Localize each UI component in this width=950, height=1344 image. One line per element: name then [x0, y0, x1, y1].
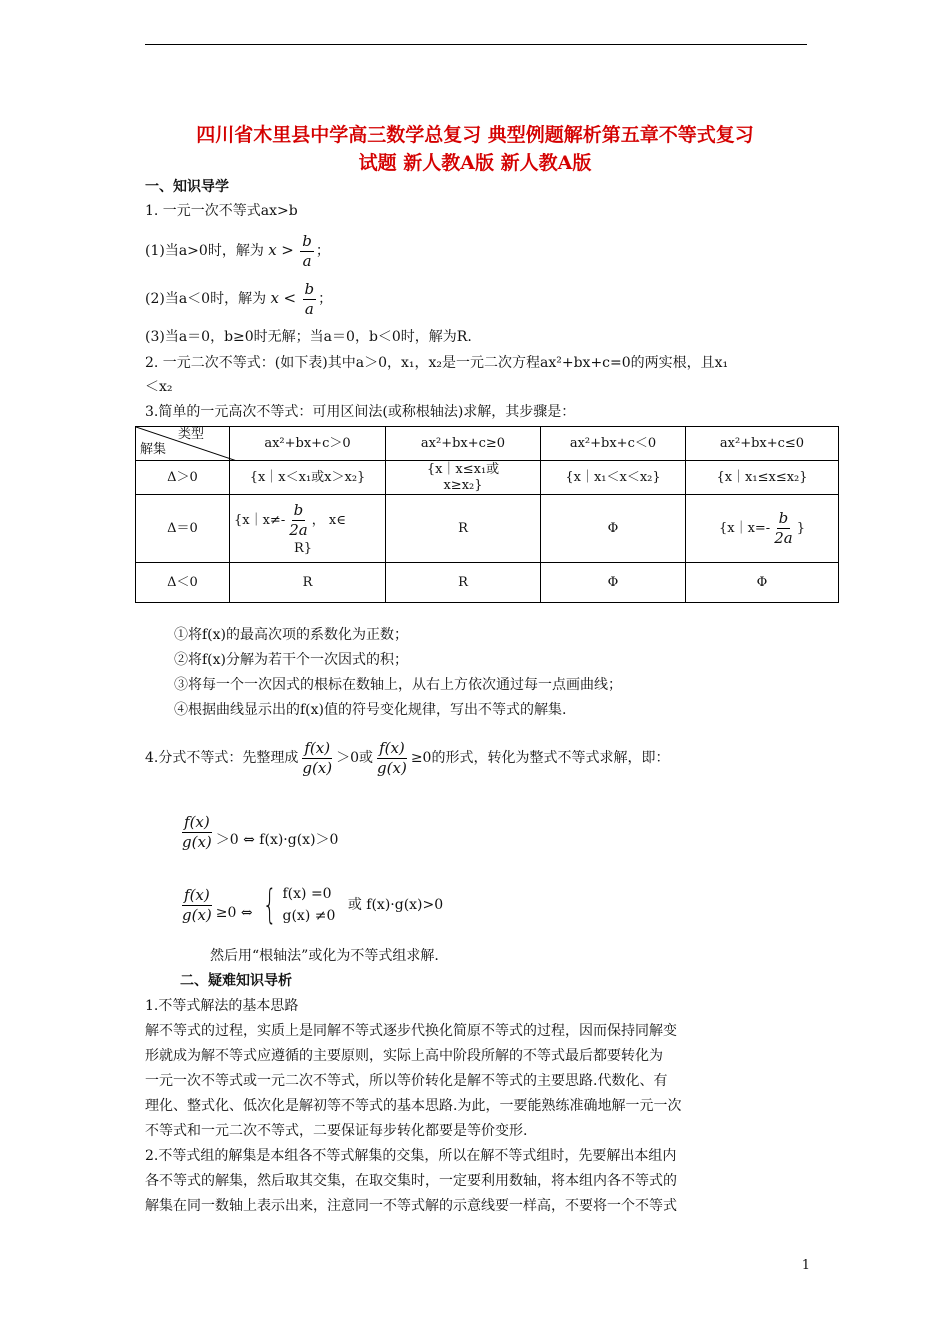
fraction-f-over-g: $\frac{f(x)}{g(x)}$ [182, 885, 212, 924]
fraction-b-over-a: $\frac{b}{a}$ [302, 231, 312, 270]
table-cell: Φ [541, 495, 686, 563]
sec2-p1-line: 一元一次不等式或一元二次不等式，所以等价转化是解不等式的主要思路.代数化、有 [145, 1073, 668, 1089]
sec2-p1-line: 不等式和一元二次不等式，二要保证每步转化都要是等价变形. [145, 1123, 528, 1139]
case1: (1)当a>0时，解为 x > $\frac{b}{a}$ ； [145, 231, 330, 270]
row-label: Δ＝0 [136, 495, 230, 563]
table-cell: R [386, 563, 541, 603]
table-header: ax²+bx+c＜0 [541, 427, 686, 461]
corner-type-label: 类型 [178, 427, 205, 442]
table-cell: {x｜x≠- $\frac{b}{2a}$ ， x∈ R} [230, 495, 386, 563]
sec2-p1-line: 理化、整式化、低次化是解初等不等式的基本思路.为此，一要能熟练准确地解一元一次 [145, 1098, 682, 1114]
table-row [136, 495, 839, 563]
table-cell: {x｜x＜x₁或x＞x₂} [230, 461, 386, 495]
table-cell: Φ [541, 563, 686, 603]
sec2-p2-line: 解集在同一数轴上表示出来，注意同一不等式解的示意线要一样高，不要将一个不等式 [145, 1198, 677, 1214]
table-header: ax²+bx+c≥0 [386, 427, 541, 461]
quadratic-inequality-table [135, 426, 839, 603]
fraction-b-over-2a: $\frac{b}{2a}$ [289, 500, 308, 539]
item4-after: 然后用“根轴法”或化为不等式组求解. [210, 948, 439, 964]
table-cell: {x｜x=- $\frac{b}{2a}$ } [686, 495, 839, 563]
table-corner-cell [136, 427, 230, 461]
case2: (2)当a＜0时，解为 x < $\frac{b}{a}$ ； [145, 279, 333, 318]
table-cell: {x｜x≤x₁或 x≥x₂} [386, 461, 541, 495]
sec2-p1-line: 解不等式的过程，实质上是同解不等式逐步代换化简原不等式的过程，因而保持同解变 [145, 1023, 677, 1039]
item4: 4.分式不等式：先整理成 $\frac{f(x)}{g(x)}$ ＞0或 $\frac{f(x)}{g(x)}$ ≥0的形式，转化为整式不等式求解，即： [145, 738, 670, 777]
fraction-f-over-g: $\frac{f(x)}{g(x)}$ [302, 738, 333, 777]
table-cell: R [386, 495, 541, 563]
left-brace: { [262, 882, 277, 928]
item3: 3.简单的一元高次不等式：可用区间法(或称根轴法)求解，其步骤是： [145, 404, 576, 420]
fraction-f-over-g: $\frac{f(x)}{g(x)}$ [377, 738, 407, 777]
header-rule [145, 44, 807, 45]
equivalence-1: $\frac{f(x)}{g(x)}$ ＞0 ⇔ f(x)·g(x)＞0 [182, 812, 339, 851]
step-1: ①将f(x)的最高次项的系数化为正数； [174, 627, 409, 643]
table-cell: Φ [686, 563, 839, 603]
section1-heading: 一、知识导学 [145, 179, 229, 195]
doc-title-line2: 试题 新人教A版 新人教A版 [358, 152, 592, 174]
page-number: 1 [801, 1258, 810, 1273]
row-label: Δ＞0 [136, 461, 230, 495]
item1: 1. 一元一次不等式ax>b [145, 203, 298, 219]
row-label: Δ＜0 [136, 563, 230, 603]
sec2-p2-line: 2.不等式组的解集是本组各不等式解集的交集，所以在解不等式组时，先要解出本组内 [145, 1148, 677, 1164]
step-3: ③将每一个一次因式的根标在数轴上，从右上方依次通过每一点画曲线； [174, 677, 622, 693]
equivalence-2: $\frac{f(x)}{g(x)}$ ≥0 ⇔ { f(x) =0 g(x) ≠0 或 f(x)·g(x)>0 [182, 882, 444, 928]
table-header: ax²+bx+c＞0 [230, 427, 386, 461]
table-cell: {x｜x₁＜x＜x₂} [541, 461, 686, 495]
section2-heading: 二、疑难知识导析 [180, 973, 292, 989]
table-row [136, 563, 839, 603]
doc-title-line1: 四川省木里县中学高三数学总复习 典型例题解析第五章不等式复习 [196, 124, 754, 146]
fraction-b-over-2a: $\frac{b}{2a}$ [774, 509, 793, 547]
fraction-f-over-g: $\frac{f(x)}{g(x)}$ [182, 812, 212, 851]
sec2-p1-line: 形就成为解不等式应遵循的主要原则，实际上高中阶段所解的不等式最后都要转化为 [145, 1048, 663, 1064]
step-2: ②将f(x)分解为若干个一次因式的积； [174, 652, 409, 668]
sec2-p1-title: 1.不等式解法的基本思路 [145, 998, 299, 1014]
corner-solution-label: 解集 [140, 442, 167, 457]
table-cell: {x｜x₁≤x≤x₂} [686, 461, 839, 495]
fraction-b-over-a: $\frac{b}{a}$ [304, 279, 315, 318]
table-header: ax²+bx+c≤0 [686, 427, 839, 461]
step-4: ④根据曲线显示出的f(x)值的符号变化规律，写出不等式的解集. [174, 702, 567, 718]
sec2-p2-line: 各不等式的解集，然后取其交集，在取交集时，一定要利用数轴，将本组内各不等式的 [145, 1173, 677, 1189]
table-row [136, 461, 839, 495]
case3: (3)当a＝0，b≥0时无解；当a＝0，b＜0时，解为R. [145, 329, 472, 345]
item2-line1: 2. 一元二次不等式：(如下表)其中a＞0，x₁，x₂是一元二次方程ax²+bx+c=0的两实根，且x₁ [145, 355, 729, 371]
item2-line2: ＜x₂ [145, 379, 173, 395]
table-cell: R [230, 563, 386, 603]
